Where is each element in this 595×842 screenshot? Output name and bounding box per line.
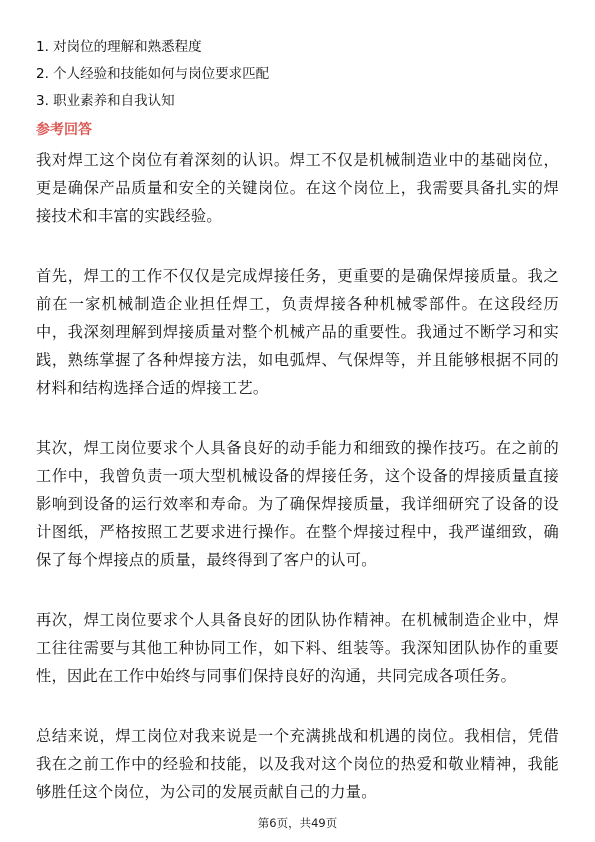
evaluation-criteria-list bbox=[36, 34, 556, 115]
answer-paragraph-second: 其次，焊工岗位要求个人具备良好的动手能力和细致的操作技巧。在之前的工作中，我曾负责一项大型机械设备的焊接任务，这个设备的焊接质量直接影响到设备的运行效率和寿命。为了确保焊接质量，我详细研究了设备的设计图纸，严格按照工艺要求进行操作。在整个焊接过程中，我严谨细致，确保了每个焊接点的质量，最终得到了客户的认可。 bbox=[36, 439, 559, 569]
criteria-item-1: 1. 对岗位的理解和熟悉程度 bbox=[36, 39, 202, 55]
criteria-item-2: 2. 个人经验和技能如何与岗位要求匹配 bbox=[36, 66, 270, 82]
answer-paragraph-first: 首先，焊工的工作不仅仅是完成焊接任务，更重要的是确保焊接质量。我之前在一家机械制造企业担任焊工，负责焊接各种机械零部件。在这段经历中，我深刻理解到焊接质量对整个机械产品的重要性。我通过不断学习和实践，熟练掌握了各种焊接方法，如电弧焊、气保焊等，并且能够根据不同的材料和结构选择合适的焊接工艺。 bbox=[36, 267, 559, 397]
reference-answer-heading: 参考回答 bbox=[36, 122, 92, 138]
answer-paragraph-third: 再次，焊工岗位要求个人具备良好的团队协作精神。在机械制造企业中，焊工往往需要与其他工种协同工作，如下料、组装等。我深知团队协作的重要性，因此在工作中始终与同事们保持良好的沟通，共同完成各项任务。 bbox=[36, 611, 559, 685]
answer-paragraph-summary: 总结来说，焊工岗位对我来说是一个充满挑战和机遇的岗位。我相信，凭借我在之前工作中的经验和技能，以及我对这个岗位的热爱和敬业精神，我能够胜任这个岗位，为公司的发展贡献自己的力量。 bbox=[36, 727, 559, 801]
criteria-item-3: 3. 职业素养和自我认知 bbox=[36, 93, 175, 109]
answer-paragraph-intro: 我对焊工这个岗位有着深刻的认识。焊工不仅是机械制造业中的基础岗位，更是确保产品质量和安全的关键岗位。在这个岗位上，我需要具备扎实的焊接技术和丰富的实践经验。 bbox=[36, 151, 559, 225]
page-number-footer: 第6页，共49页 bbox=[257, 816, 338, 830]
reference-answer-body bbox=[36, 146, 559, 838]
